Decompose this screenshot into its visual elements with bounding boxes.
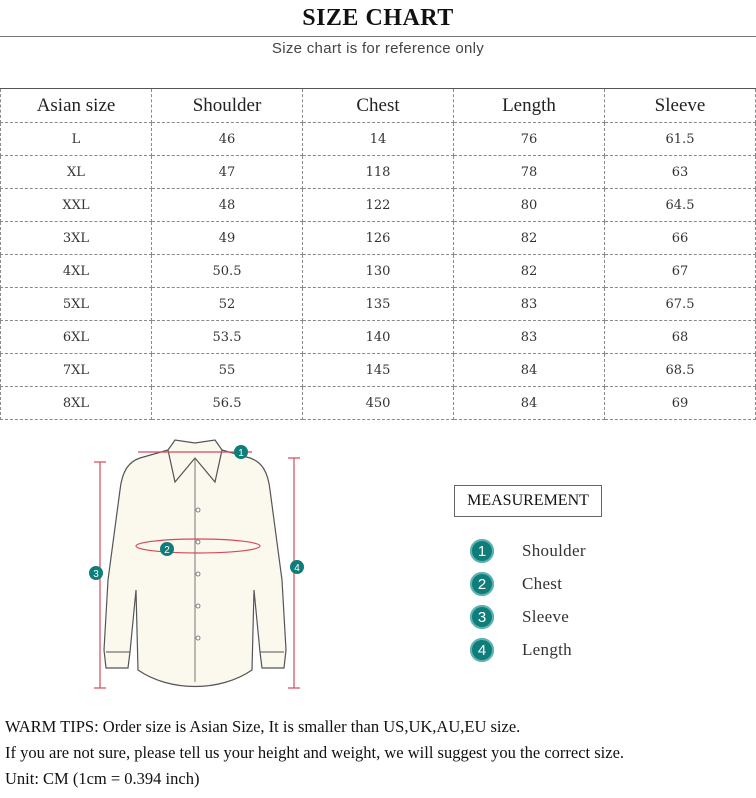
svg-text:2: 2 (164, 545, 170, 556)
cell-size: XL (1, 156, 152, 189)
table-row (1, 123, 756, 156)
tip-line-unit: Unit: CM (1cm = 0.394 inch) (5, 769, 200, 788)
cell-sleeve: 64.5 (605, 189, 756, 222)
cell-chest: 140 (303, 321, 454, 354)
cell-length: 76 (454, 123, 605, 156)
cell-sleeve: 66 (605, 222, 756, 255)
table-row (1, 321, 756, 354)
cell-chest: 118 (303, 156, 454, 189)
legend-item-sleeve (470, 603, 570, 631)
cell-length: 80 (454, 189, 605, 222)
table-row (1, 387, 756, 420)
header-asian-size: Asian size (1, 89, 152, 123)
page-subtitle: Size chart is for reference only (271, 40, 485, 57)
cell-chest: 126 (303, 222, 454, 255)
cell-length: 84 (454, 387, 605, 420)
table-row (1, 354, 756, 387)
cell-length: 83 (454, 288, 605, 321)
page-title: SIZE CHART (302, 5, 454, 31)
cell-shoulder: 50.5 (152, 255, 303, 288)
legend-badge-1: 1 (470, 539, 494, 563)
cell-sleeve: 69 (605, 387, 756, 420)
legend-badge-3: 3 (470, 605, 494, 629)
size-table (0, 88, 756, 420)
cell-size: 4XL (1, 255, 152, 288)
cell-size: 6XL (1, 321, 152, 354)
cell-shoulder: 46 (152, 123, 303, 156)
legend-label-length: Length (522, 640, 572, 659)
legend-badge-2: 2 (470, 572, 494, 596)
cell-size: 8XL (1, 387, 152, 420)
table-row (1, 156, 756, 189)
legend-item-chest (470, 570, 563, 598)
header-shoulder: Shoulder (152, 89, 303, 123)
cell-chest: 130 (303, 255, 454, 288)
cell-shoulder: 52 (152, 288, 303, 321)
cell-shoulder: 48 (152, 189, 303, 222)
measurement-heading: MEASUREMENT (454, 485, 602, 517)
table-row (1, 288, 756, 321)
svg-text:4: 4 (294, 563, 300, 574)
cell-shoulder: 53.5 (152, 321, 303, 354)
table-row (1, 222, 756, 255)
marker-sleeve (89, 566, 103, 580)
cell-shoulder: 55 (152, 354, 303, 387)
cell-sleeve: 68.5 (605, 354, 756, 387)
svg-text:3: 3 (93, 569, 99, 580)
cell-size: 5XL (1, 288, 152, 321)
legend-label-sleeve: Sleeve (522, 607, 570, 626)
legend-label-chest: Chest (522, 574, 563, 593)
legend-item-shoulder (470, 537, 586, 565)
table-row (1, 189, 756, 222)
tip-line-asian-size: WARM TIPS: Order size is Asian Size, It is smaller than US,UK,AU,EU size. (5, 717, 521, 736)
cell-length: 82 (454, 255, 605, 288)
table-header-row (1, 89, 756, 123)
cell-chest: 122 (303, 189, 454, 222)
cell-chest: 450 (303, 387, 454, 420)
cell-sleeve: 63 (605, 156, 756, 189)
tip-line-height-weight: If you are not sure, please tell us your height and weight, we will suggest you the correct size. (5, 743, 625, 762)
table-row (1, 255, 756, 288)
legend-item-length (470, 636, 572, 664)
marker-chest (160, 542, 174, 556)
cell-chest: 14 (303, 123, 454, 156)
header-chest: Chest (303, 89, 454, 123)
cell-sleeve: 67.5 (605, 288, 756, 321)
cell-chest: 135 (303, 288, 454, 321)
cell-sleeve: 61.5 (605, 123, 756, 156)
cell-shoulder: 56.5 (152, 387, 303, 420)
header-length: Length (454, 89, 605, 123)
legend-label-shoulder: Shoulder (522, 541, 586, 560)
cell-sleeve: 68 (605, 321, 756, 354)
cell-size: 3XL (1, 222, 152, 255)
cell-size: XXL (1, 189, 152, 222)
title-divider (0, 36, 756, 37)
cell-length: 78 (454, 156, 605, 189)
cell-shoulder: 47 (152, 156, 303, 189)
cell-size: L (1, 123, 152, 156)
cell-length: 82 (454, 222, 605, 255)
cell-shoulder: 49 (152, 222, 303, 255)
svg-text:1: 1 (238, 448, 244, 459)
cell-length: 84 (454, 354, 605, 387)
warm-tips (5, 714, 755, 792)
marker-length (290, 560, 304, 574)
legend-badge-4: 4 (470, 638, 494, 662)
cell-chest: 145 (303, 354, 454, 387)
cell-size: 7XL (1, 354, 152, 387)
cell-sleeve: 67 (605, 255, 756, 288)
header-sleeve: Sleeve (605, 89, 756, 123)
marker-shoulder (234, 445, 248, 459)
cell-length: 83 (454, 321, 605, 354)
shirt-diagram (80, 430, 320, 700)
